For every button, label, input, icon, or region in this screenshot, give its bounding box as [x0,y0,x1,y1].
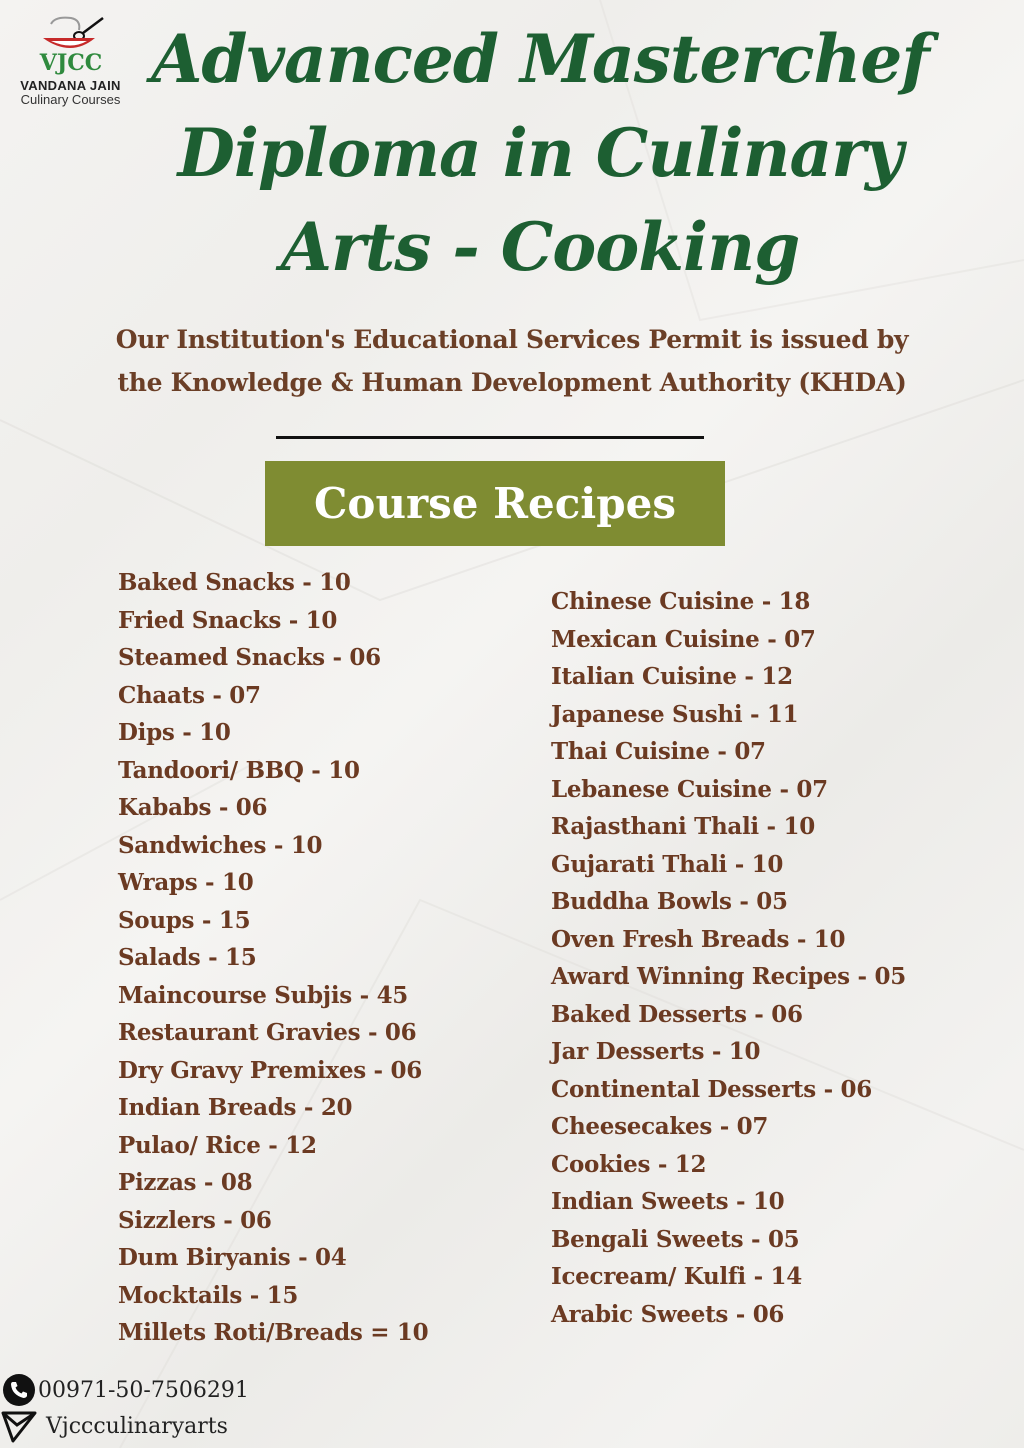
list-item: Pizzas - 08 [118,1169,253,1196]
recipe-list-left [118,564,428,1352]
list-item: Japanese Sushi - 11 [551,700,799,728]
list-item: Tandoori/ BBQ - 10 [118,756,360,784]
phone-icon [0,1373,38,1407]
list-item: Gujarati Thali - 10 [551,850,784,878]
title-line-1: Advanced Masterchef [151,20,929,98]
title-line-2: Diploma in Culinary [177,114,903,192]
list-item: Dum Biryanis - 04 [118,1244,347,1271]
contact-info [0,1372,249,1444]
list-item: Pulao/ Rice - 12 [118,1131,317,1159]
list-item: Jar Desserts - 10 [551,1038,761,1065]
list-item: Chinese Cuisine - 18 [551,588,811,615]
list-item: Mocktails - 15 [118,1281,299,1309]
wok-chili-logo-icon [31,10,111,76]
recipe-list-right [551,583,906,1333]
social-handle: Vjccculinaryarts [46,1413,228,1439]
list-item: Baked Snacks - 10 [118,569,351,596]
brand-subtitle: Culinary Courses [20,92,121,107]
list-item: Kababs - 06 [118,794,268,821]
list-item: Italian Cuisine - 12 [551,663,793,690]
list-item: Buddha Bowls - 05 [551,888,788,915]
list-item: Continental Desserts - 06 [551,1075,872,1103]
list-item: Millets Roti/Breads = 10 [118,1319,429,1346]
list-item: Wraps - 10 [118,869,254,896]
list-item: Lebanese Cuisine - 07 [551,775,828,803]
brand-logo [8,10,133,107]
list-item: Chaats - 07 [118,681,261,709]
list-item: Sandwiches - 10 [118,831,323,859]
list-item: Bengali Sweets - 05 [551,1225,800,1253]
list-item: Restaurant Gravies - 06 [118,1019,417,1046]
list-item: Baked Desserts - 06 [551,1000,803,1028]
list-item: Dry Gravy Premixes - 06 [118,1056,422,1084]
list-item: Fried Snacks - 10 [118,606,338,634]
list-item: Sizzlers - 06 [118,1206,272,1234]
page-title [140,12,940,294]
list-item: Cookies - 12 [551,1150,707,1178]
list-item: Salads - 15 [118,944,257,971]
send-icon [0,1409,38,1443]
list-item: Thai Cuisine - 07 [551,738,766,765]
list-item: Icecream/ Kulfi - 14 [551,1263,802,1290]
list-item: Arabic Sweets - 06 [551,1300,785,1328]
permit-statement [60,318,964,404]
list-item: Indian Breads - 20 [118,1094,353,1121]
permit-line-2: the Knowledge & Human Development Authority (KHDA) [117,368,907,397]
section-heading: Course Recipes [265,461,725,546]
phone-contact[interactable] [0,1372,249,1408]
svg-text:VJCC: VJCC [39,50,102,76]
list-item: Indian Sweets - 10 [551,1188,785,1215]
list-item: Maincourse Subjis - 45 [118,981,408,1009]
list-item: Mexican Cuisine - 07 [551,625,816,653]
list-item: Cheesecakes - 07 [551,1113,769,1140]
list-item: Award Winning Recipes - 05 [551,963,906,990]
phone-number: 00971-50-7506291 [38,1377,249,1403]
list-item: Dips - 10 [118,719,231,746]
list-item: Oven Fresh Breads - 10 [551,925,846,953]
social-contact[interactable] [0,1408,249,1444]
divider [276,436,704,439]
brand-name: VANDANA JAIN [20,78,121,93]
list-item: Rajasthani Thali - 10 [551,813,815,840]
permit-line-1: Our Institution's Educational Services Permit is issued by [115,325,909,354]
title-line-3: Arts - Cooking [280,208,800,286]
list-item: Steamed Snacks - 06 [118,644,381,671]
list-item: Soups - 15 [118,906,251,934]
